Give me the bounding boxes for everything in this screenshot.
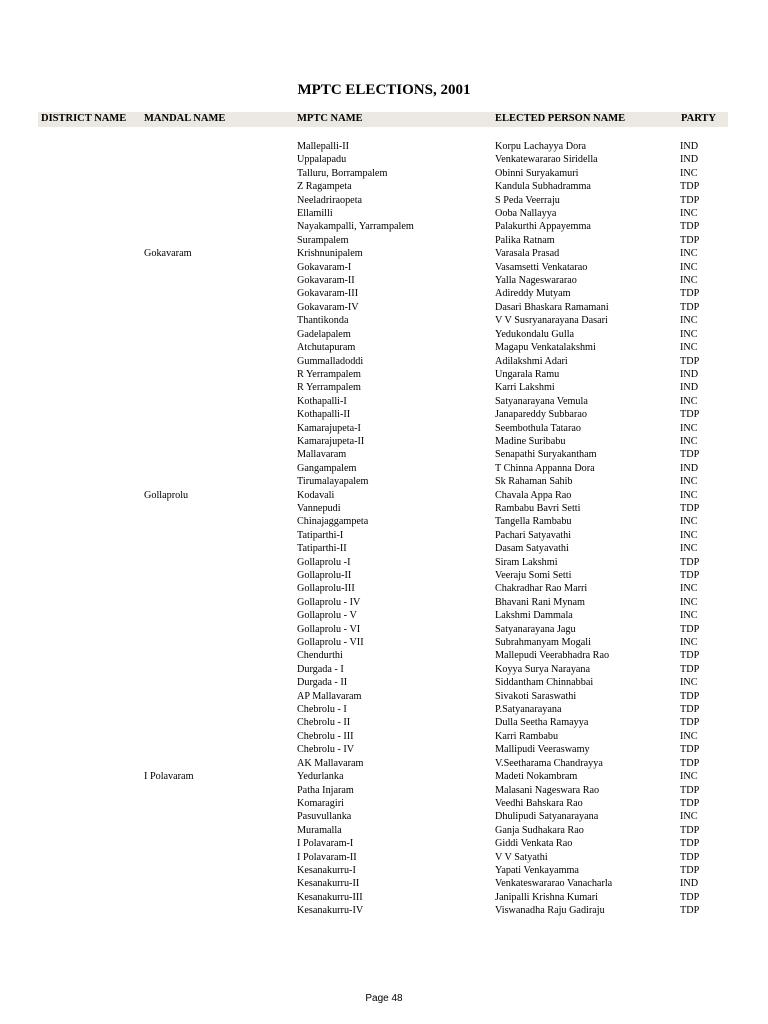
table-row	[0, 891, 768, 904]
elected-person-cell: Vasamsetti Venkatarao	[495, 261, 588, 273]
table-row	[0, 247, 768, 260]
elected-person-cell: Siddantham Chinnabbai	[495, 677, 594, 689]
page-title: MPTC ELECTIONS, 2001	[297, 82, 471, 98]
party-cell: IND	[680, 382, 699, 394]
mptc-cell: Gollaprolu-II	[297, 570, 352, 581]
party-cell: TDP	[680, 234, 700, 246]
table-row	[0, 596, 768, 609]
table-row	[0, 703, 768, 716]
party-cell: INC	[680, 435, 698, 447]
elected-person-cell: V V Satyathi	[495, 851, 548, 863]
table-row	[0, 623, 768, 636]
party-cell: IND	[680, 154, 699, 166]
elected-person-cell: Karri Lakshmi	[495, 382, 555, 394]
table-row	[0, 716, 768, 729]
elected-person-cell: Dasam Satyavathi	[495, 543, 569, 555]
table-row	[0, 180, 768, 193]
table-row	[0, 877, 768, 890]
table-row	[0, 448, 768, 461]
table-row	[0, 582, 768, 595]
elected-person-cell: Yedukondalu Gulla	[495, 328, 575, 340]
table-row	[0, 341, 768, 354]
elected-person-cell: Mallepudi Veerabhadra Rao	[495, 650, 610, 662]
party-cell: TDP	[680, 623, 700, 635]
party-cell: INC	[680, 167, 698, 179]
party-cell: TDP	[680, 704, 700, 716]
elected-person-cell: Kandula Subhadramma	[495, 181, 591, 193]
mptc-cell: Yedurlanka	[297, 771, 344, 783]
mptc-cell: Vannepudi	[297, 502, 341, 514]
elected-person-cell: Janipalli Krishna Kumari	[495, 891, 598, 903]
elected-person-cell: Venkateswararao Vanacharla	[495, 878, 613, 890]
mptc-cell: Gokavaram-III	[297, 288, 359, 300]
elected-person-cell: Lakshmi Dammala	[495, 610, 573, 622]
elected-person-cell: Mallipudi Veeraswamy	[495, 744, 590, 756]
mptc-cell: I Polavaram-I	[297, 838, 354, 850]
party-cell: TDP	[680, 864, 700, 876]
table-row	[0, 167, 768, 180]
elected-person-cell: Subrahmanyam Mogali	[495, 637, 591, 649]
party-cell: INC	[680, 261, 698, 273]
table-row	[0, 287, 768, 300]
party-cell: TDP	[680, 556, 700, 568]
mptc-cell: Ellamilli	[297, 208, 333, 220]
elected-person-cell: Giddi Venkata Rao	[495, 838, 573, 850]
mptc-cell: Chendurthi	[297, 650, 343, 662]
table-row	[0, 220, 768, 233]
party-cell: INC	[680, 489, 698, 501]
mptc-cell: Gummalladoddi	[297, 355, 364, 367]
party-cell: TDP	[680, 194, 700, 206]
mptc-cell: Chebrolu - I	[297, 704, 347, 716]
party-cell: TDP	[680, 301, 700, 313]
party-cell: TDP	[680, 650, 700, 662]
table-row	[0, 368, 768, 381]
elected-person-cell: Sk Rahaman Sahib	[495, 476, 573, 488]
party-cell: TDP	[680, 891, 700, 903]
party-cell: TDP	[680, 690, 700, 702]
table-row	[0, 395, 768, 408]
mptc-cell: Gokavaram-I	[297, 261, 352, 273]
mptc-cell: Durgada - II	[297, 677, 348, 689]
party-cell: TDP	[680, 744, 700, 756]
elected-person-cell: Ooba Nallayya	[495, 208, 557, 220]
mptc-cell: Pasuvullanka	[297, 811, 352, 823]
party-cell: TDP	[680, 502, 700, 514]
table-row	[0, 757, 768, 770]
party-cell: TDP	[680, 449, 700, 461]
mptc-cell: Chinajaggampeta	[297, 516, 369, 528]
mptc-cell: AP Mallavaram	[297, 690, 362, 702]
mptc-cell: Kamarajupeta-I	[297, 422, 361, 434]
table-row	[0, 422, 768, 435]
table-row	[0, 864, 768, 877]
elected-person-cell: V.Seetharama Chandrayya	[495, 757, 603, 769]
mptc-cell: Chebrolu - II	[297, 717, 351, 729]
mptc-cell: Gollaprolu -I	[297, 556, 351, 568]
mptc-cell: Thantikonda	[297, 315, 349, 327]
party-cell: INC	[680, 677, 698, 689]
elected-person-cell: Satyanarayana Jagu	[495, 623, 576, 635]
elected-person-cell: Sivakoti Saraswathi	[495, 690, 577, 702]
column-header-party: PARTY	[681, 113, 717, 124]
elected-person-cell: Yalla Nageswararao	[495, 275, 577, 287]
table-row	[0, 542, 768, 555]
mptc-cell: Gollaprolu - VII	[297, 637, 364, 649]
mptc-cell: Muramalla	[297, 824, 342, 836]
table-row	[0, 381, 768, 394]
mandal-cell: I Polavaram	[144, 771, 194, 783]
table-row	[0, 690, 768, 703]
table-row	[0, 569, 768, 582]
elected-person-cell: Madeti Nokambram	[495, 771, 578, 783]
mptc-cell: Gokavaram-II	[297, 275, 355, 287]
party-cell: INC	[680, 516, 698, 528]
elected-person-cell: Korpu Lachayya Dora	[495, 141, 587, 152]
mptc-cell: Chebrolu - III	[297, 730, 354, 742]
party-cell: TDP	[680, 570, 700, 581]
mptc-cell: Kesanakurru-IV	[297, 905, 364, 917]
party-cell: INC	[680, 610, 698, 622]
elected-person-cell: Bhavani Rani Mynam	[495, 596, 585, 608]
mandal-cell: Gollaprolu	[144, 489, 189, 501]
table-row	[0, 663, 768, 676]
page-number: Page 48	[365, 993, 403, 1004]
table-row	[0, 743, 768, 756]
party-cell: INC	[680, 529, 698, 541]
elected-person-cell: Yapati Venkayamma	[495, 864, 579, 876]
elected-person-cell: Palakurthi Appayemma	[495, 221, 591, 233]
elected-person-cell: Adireddy Mutyam	[495, 288, 571, 300]
table-row	[0, 261, 768, 274]
table-row	[0, 556, 768, 569]
elected-person-cell: Obinni Suryakamuri	[495, 167, 579, 179]
party-cell: INC	[680, 315, 698, 327]
mptc-cell: Surampalem	[297, 234, 349, 246]
party-cell: TDP	[680, 717, 700, 729]
table-row	[0, 676, 768, 689]
party-cell: TDP	[680, 905, 700, 917]
party-cell: TDP	[680, 824, 700, 836]
elected-person-cell: Viswanadha Raju Gadiraju	[495, 905, 605, 917]
elected-person-cell: Rambabu Bavri Setti	[495, 502, 581, 514]
mptc-cell: Z Ragampeta	[297, 181, 352, 193]
elected-person-cell: Veeraju Somi Setti	[495, 570, 572, 581]
table-row	[0, 475, 768, 488]
table-row	[0, 515, 768, 528]
party-cell: INC	[680, 637, 698, 649]
table-row	[0, 851, 768, 864]
party-cell: TDP	[680, 221, 700, 233]
party-cell: TDP	[680, 757, 700, 769]
party-cell: TDP	[680, 797, 700, 809]
elected-person-cell: Ganja Sudhakara Rao	[495, 824, 584, 836]
mptc-cell: Nayakampalli, Yarrampalem	[297, 221, 414, 233]
mptc-cell: Gollaprolu - IV	[297, 596, 361, 608]
elected-person-cell: Varasala Prasad	[495, 248, 560, 260]
table-row	[0, 153, 768, 166]
mptc-cell: Kesanakurru-I	[297, 864, 356, 876]
party-cell: INC	[680, 596, 698, 608]
party-cell: INC	[680, 543, 698, 555]
party-cell: INC	[680, 476, 698, 488]
table-row	[0, 435, 768, 448]
mptc-cell: Kesanakurru-II	[297, 878, 360, 890]
mptc-cell: Talluru, Borrampalem	[297, 167, 388, 179]
elected-person-cell: Karri Rambabu	[495, 730, 559, 742]
elected-person-cell: Veedhi Bahskara Rao	[495, 797, 583, 809]
party-cell: INC	[680, 730, 698, 742]
elected-person-cell: Dhulipudi Satyanarayana	[495, 811, 599, 823]
table-row	[0, 797, 768, 810]
table-row	[0, 194, 768, 207]
table-row	[0, 408, 768, 421]
party-cell: IND	[680, 462, 699, 474]
mptc-cell: Krishnunipalem	[297, 248, 363, 260]
column-header-district: DISTRICT NAME	[41, 113, 127, 124]
table-row	[0, 824, 768, 837]
party-cell: TDP	[680, 784, 700, 796]
elected-person-cell: Malasani Nageswara Rao	[495, 784, 600, 796]
party-cell: INC	[680, 342, 698, 354]
party-cell: INC	[680, 208, 698, 220]
mptc-cell: I Polavaram-II	[297, 851, 357, 863]
party-cell: TDP	[680, 288, 700, 300]
column-header-elected-person: ELECTED PERSON NAME	[495, 113, 626, 124]
mptc-cell: Gollaprolu-III	[297, 583, 355, 595]
table-row	[0, 837, 768, 850]
table-row	[0, 529, 768, 542]
party-cell: INC	[680, 395, 698, 407]
column-header-mptc: MPTC NAME	[297, 113, 363, 124]
mptc-cell: Komaragiri	[297, 797, 344, 809]
mptc-cell: Durgada - I	[297, 663, 344, 675]
elected-person-cell: T Chinna Appanna Dora	[495, 462, 595, 474]
table-body	[0, 140, 768, 918]
elected-person-cell: Ungarala Ramu	[495, 368, 560, 380]
table-row	[0, 301, 768, 314]
party-cell: INC	[680, 328, 698, 340]
elected-person-cell: Chavala Appa Rao	[495, 489, 572, 501]
elected-person-cell: Dulla Seetha Ramayya	[495, 717, 589, 729]
party-cell: INC	[680, 771, 698, 783]
mandal-cell: Gokavaram	[144, 248, 192, 260]
elected-person-cell: Tangella Rambabu	[495, 516, 572, 528]
party-cell: INC	[680, 583, 698, 595]
mptc-cell: R Yerrampalem	[297, 368, 361, 380]
mptc-cell: Gollaprolu - VI	[297, 623, 361, 635]
elected-person-cell: Satyanarayana Vemula	[495, 395, 588, 407]
party-cell: IND	[680, 141, 699, 152]
elected-person-cell: Seembothula Tatarao	[495, 422, 581, 434]
elected-person-cell: Venkatewararao Siridella	[495, 154, 598, 166]
table-row	[0, 502, 768, 515]
mptc-cell: Uppalapadu	[297, 154, 347, 166]
mptc-cell: Kesanakurru-III	[297, 891, 363, 903]
mptc-cell: Tirumalayapalem	[297, 476, 369, 488]
table-row	[0, 730, 768, 743]
mptc-cell: Mallavaram	[297, 449, 347, 461]
party-cell: IND	[680, 368, 699, 380]
table-row	[0, 489, 768, 502]
party-cell: TDP	[680, 663, 700, 675]
mptc-cell: Gokavaram-IV	[297, 301, 359, 313]
table-row	[0, 904, 768, 917]
table-header	[38, 112, 728, 127]
mptc-cell: Tatiparthi-II	[297, 543, 347, 555]
mptc-cell: Kamarajupeta-II	[297, 435, 365, 447]
table-row	[0, 810, 768, 823]
elected-person-cell: Madine Suribabu	[495, 435, 566, 447]
mptc-cell: Atchutapuram	[297, 342, 356, 354]
elected-person-cell: Koyya Surya Narayana	[495, 663, 591, 675]
column-header-mandal: MANDAL NAME	[144, 113, 226, 124]
elected-person-cell: P.Satyanarayana	[495, 704, 562, 716]
mptc-cell: Patha Injaram	[297, 784, 354, 796]
table-row	[0, 609, 768, 622]
elected-person-cell: Senapathi Suryakantham	[495, 449, 597, 461]
elected-person-cell: Janapareddy Subbarao	[495, 409, 587, 421]
mptc-cell: Kothapalli-I	[297, 395, 347, 407]
mptc-cell: Kothapalli-II	[297, 409, 351, 421]
elected-person-cell: Chakradhar Rao Marri	[495, 583, 588, 595]
table-row	[0, 784, 768, 797]
mptc-cell: AK Mallavaram	[297, 757, 364, 769]
mptc-cell: Gadelapalem	[297, 328, 351, 340]
party-cell: INC	[680, 422, 698, 434]
table-row	[0, 462, 768, 475]
party-cell: TDP	[680, 355, 700, 367]
table-row	[0, 207, 768, 220]
elected-person-cell: V V Susryanarayana Dasari	[495, 315, 608, 327]
party-cell: IND	[680, 878, 699, 890]
party-cell: INC	[680, 811, 698, 823]
party-cell: INC	[680, 248, 698, 260]
table-row	[0, 636, 768, 649]
table-row	[0, 234, 768, 247]
mptc-cell: Kodavali	[297, 489, 335, 501]
table-row	[0, 770, 768, 783]
party-cell: INC	[680, 275, 698, 287]
table-row	[0, 274, 768, 287]
table-row	[0, 355, 768, 368]
party-cell: TDP	[680, 409, 700, 421]
party-cell: TDP	[680, 838, 700, 850]
party-cell: TDP	[680, 181, 700, 193]
mptc-cell: R Yerrampalem	[297, 382, 361, 394]
elected-person-cell: S Peda Veerraju	[495, 194, 560, 206]
elected-person-cell: Palika Ratnam	[495, 234, 555, 246]
elected-person-cell: Magapu Venkatalakshmi	[495, 342, 596, 354]
table-row	[0, 314, 768, 327]
mptc-cell: Chebrolu - IV	[297, 744, 355, 756]
elected-person-cell: Adilakshmi Adari	[495, 355, 568, 367]
elected-person-cell: Pachari Satyavathi	[495, 529, 572, 541]
table-row	[0, 328, 768, 341]
mptc-cell: Gollaprolu - V	[297, 610, 357, 622]
party-cell: TDP	[680, 851, 700, 863]
mptc-cell: Mallepalli-II	[297, 141, 350, 152]
elected-person-cell: Dasari Bhaskara Ramamani	[495, 301, 609, 313]
mptc-cell: Tatiparthi-I	[297, 529, 344, 541]
table-row	[0, 649, 768, 662]
mptc-cell: Gangampalem	[297, 462, 357, 474]
elected-person-cell: Siram Lakshmi	[495, 556, 558, 568]
table-row	[0, 140, 768, 153]
mptc-cell: Neeladriraopeta	[297, 194, 363, 206]
